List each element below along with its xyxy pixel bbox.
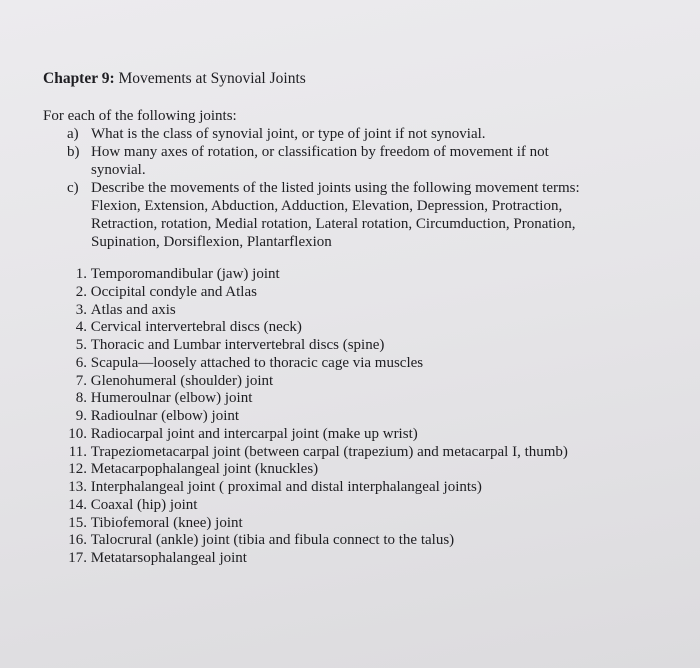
item-text: Scapula—loosely attached to thoracic cage via muscles xyxy=(90,354,424,371)
item-text: Humeroulnar (elbow) joint xyxy=(90,390,253,407)
list-item xyxy=(53,532,568,550)
item-number: 5. xyxy=(75,337,87,353)
item-text: Metacarpophalangeal joint (knuckles) xyxy=(90,461,319,478)
item-text: Trapeziometacarpal joint (between carpal (trapezium) and metacarpal I, thumb) xyxy=(90,443,568,460)
item-text: Cervical intervertebral discs (neck) xyxy=(90,319,302,336)
item-number: 7. xyxy=(75,372,87,389)
list-item xyxy=(53,479,568,497)
chapter-title: Movements at Synovial Joints xyxy=(118,70,306,87)
question-text: Describe the movements of the listed joints using the following movement terms: Flexion, Extension, Abduction, Adduction, Elevation, Depression, Protraction, Retraction, rotation, Medial rotation, Lateral rotation, Circumduction, Pronation, Supination, Dorsiflexion, Plantarflexion xyxy=(91,180,580,250)
list-item xyxy=(53,337,568,355)
list-item xyxy=(53,373,568,391)
list-item xyxy=(53,515,568,533)
list-item xyxy=(53,355,568,373)
item-number: 9. xyxy=(75,408,87,424)
list-item xyxy=(53,284,568,302)
instructions-intro: For each of the following joints: xyxy=(43,108,237,124)
item-text: Interphalangeal joint ( proximal and distal interphalangeal joints) xyxy=(90,479,482,495)
item-text: Tibiofemoral (knee) joint xyxy=(90,514,243,531)
item-text: Radioulnar (elbow) joint xyxy=(90,408,240,424)
list-item xyxy=(53,302,568,320)
item-number: 10. xyxy=(68,425,87,442)
question-marker: b) xyxy=(67,144,80,160)
item-number: 3. xyxy=(75,301,87,318)
item-text: Atlas and axis xyxy=(90,301,176,318)
chapter-heading xyxy=(43,70,306,88)
item-text: Coaxal (hip) joint xyxy=(90,496,198,513)
list-item xyxy=(53,426,568,444)
item-text: Talocrural (ankle) joint (tibia and fibula connect to the talus) xyxy=(90,532,455,549)
list-item xyxy=(53,408,568,426)
item-number: 15. xyxy=(68,514,87,531)
item-number: 4. xyxy=(75,319,87,336)
item-number: 6. xyxy=(75,354,87,371)
item-number: 14. xyxy=(68,496,87,513)
list-item xyxy=(53,497,568,515)
item-number: 13. xyxy=(68,479,87,495)
list-item xyxy=(53,550,568,568)
item-number: 12. xyxy=(68,461,87,478)
item-number: 8. xyxy=(75,390,87,407)
item-text: Metatarsophalangeal joint xyxy=(90,550,247,566)
item-text: Temporomandibular (jaw) joint xyxy=(90,266,280,282)
list-item xyxy=(53,461,568,479)
item-number: 17. xyxy=(68,550,87,566)
item-text: Thoracic and Lumbar intervertebral discs (spine) xyxy=(90,337,385,353)
joint-list xyxy=(53,266,568,568)
question-marker: c) xyxy=(67,180,79,196)
item-text: Occipital condyle and Atlas xyxy=(90,283,257,300)
question-marker: a) xyxy=(67,126,79,142)
item-number: 2. xyxy=(75,283,87,300)
chapter-label: Chapter 9: xyxy=(43,70,115,87)
item-text: Glenohumeral (shoulder) joint xyxy=(90,372,274,389)
list-item xyxy=(53,266,568,284)
question-text: How many axes of rotation, or classification by freedom of movement if not synovial. xyxy=(91,144,549,178)
item-number: 16. xyxy=(68,532,87,549)
list-item xyxy=(53,444,568,462)
item-number: 1. xyxy=(75,266,87,282)
list-item xyxy=(53,319,568,337)
item-number: 11. xyxy=(68,443,87,460)
question-text: What is the class of synovial joint, or type of joint if not synovial. xyxy=(91,126,486,142)
list-item xyxy=(53,390,568,408)
item-text: Radiocarpal joint and intercarpal joint (make up wrist) xyxy=(90,425,418,442)
